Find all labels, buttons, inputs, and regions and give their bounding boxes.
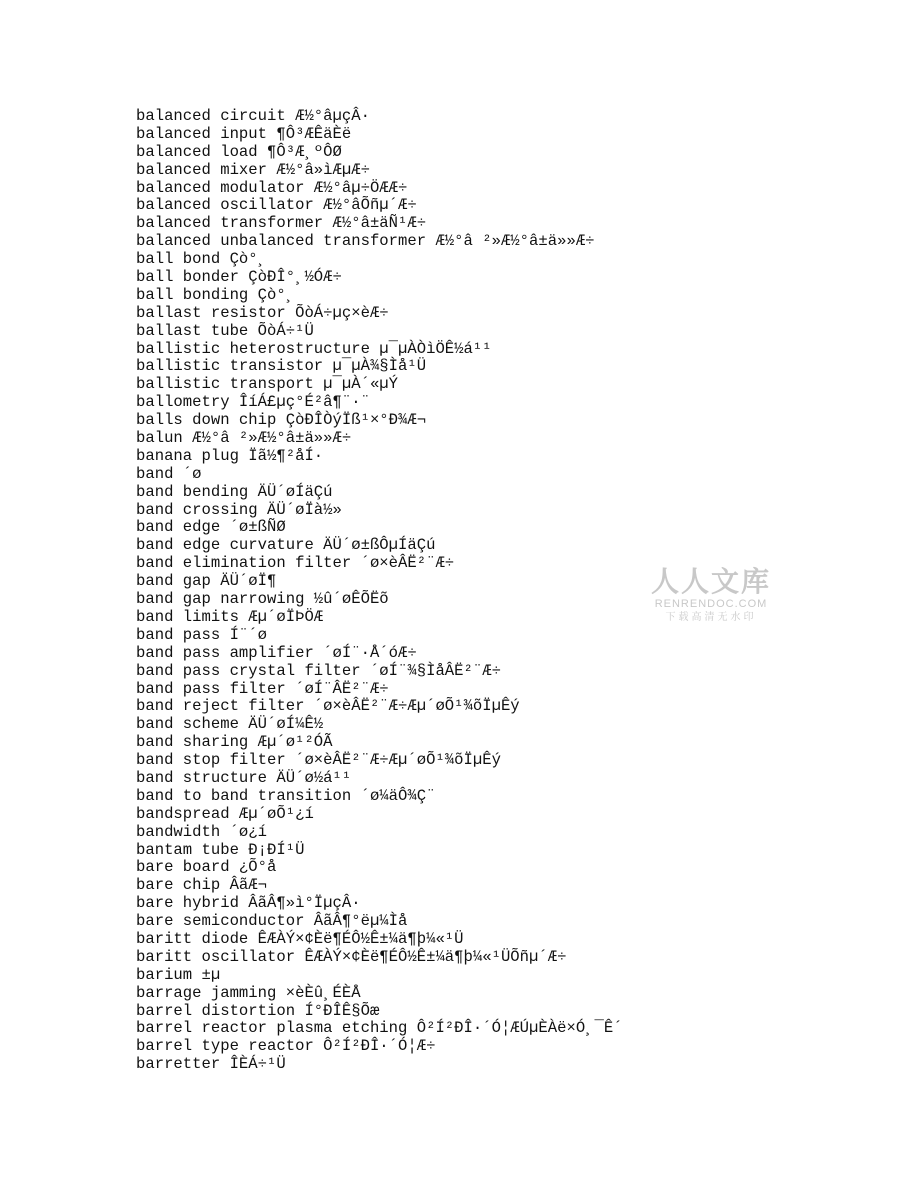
glossary-entry: barium ±µ — [136, 965, 221, 984]
glossary-entry: bantam tube Ð¡ÐÍ¹Ü — [136, 840, 305, 859]
glossary-entry: banana plug Ïã½¶²åÍ· — [136, 446, 324, 465]
glossary-entry: band stop filter ´ø×èÂË²¨Æ÷Æµ´øÕ¹¾õÏµÊý — [136, 751, 501, 770]
glossary-entry: band structure ÄÜ´ø½á¹¹ — [136, 768, 352, 787]
glossary-entry: barrel distortion Í°ÐÎÊ§Õæ — [136, 1001, 380, 1020]
glossary-entry: balanced modulator Æ½°âµ÷ÖÆÆ÷ — [136, 178, 408, 197]
glossary-entry: band pass filter ´øÍ¨ÂË²¨Æ÷ — [136, 679, 389, 698]
glossary-entry: barrel reactor plasma etching Ô²Í²ÐÎ·´Ó¦ÆÚµÈÀë×Ó¸¯Ê´ — [136, 1019, 623, 1038]
glossary-entry: bare semiconductor ÂãÂ¶°ëµ¼Ìå — [136, 912, 408, 931]
glossary-entry: band limits Æµ´øÏÞÖÆ — [136, 607, 324, 626]
glossary-list — [136, 108, 623, 1074]
watermark-domain: RENRENDOC.COM — [654, 598, 768, 610]
glossary-entry: balls down chip ÇòÐÎÒýÏß¹×°Ð¾Æ¬ — [136, 411, 427, 430]
glossary-entry: band gap narrowing ½û´øÊÕËõ — [136, 590, 389, 609]
glossary-entry: ballistic transistor µ¯µÀ¾§Ìå¹Ü — [136, 357, 427, 376]
glossary-entry: ballistic transport µ¯µÀ´«µÝ — [136, 375, 399, 394]
glossary-entry: band ´ø — [136, 464, 202, 483]
glossary-entry: band elimination filter ´ø×èÂË²¨Æ÷ — [136, 554, 455, 573]
glossary-entry: band pass Í¨´ø — [136, 625, 268, 644]
glossary-entry: barrage jamming ×èÈû¸ÉÈÅ — [136, 983, 361, 1002]
glossary-entry: bandwidth ´ø¿í — [136, 822, 268, 841]
glossary-entry: balanced load ¶Ô³Æ¸ºÔØ — [136, 142, 342, 161]
glossary-entry: baritt diode ÊÆÀÝ×¢Èë¶ÉÔ½Ê±¼ä¶þ¼«¹Ü — [136, 929, 464, 948]
glossary-entry: balanced unbalanced transformer Æ½°â ²»Æ½°â±ä»»Æ÷ — [136, 232, 595, 251]
glossary-entry: barretter ÎÈÁ÷¹Ü — [136, 1055, 286, 1074]
glossary-entry: bare board ¿Õ°å — [136, 858, 277, 877]
glossary-entry: ballast resistor ÕòÁ÷µç×èÆ÷ — [136, 303, 389, 322]
glossary-entry: band to band transition ´ø¼äÔ¾Ç¨ — [136, 786, 436, 805]
glossary-entry: band pass crystal filter ´øÍ¨¾§ÌåÂË²¨Æ÷ — [136, 661, 501, 680]
glossary-entry: balanced mixer Æ½°â»ìÆµÆ÷ — [136, 160, 370, 179]
glossary-entry: band sharing Æµ´ø¹²ÓÃ — [136, 733, 333, 752]
glossary-entry: baritt oscillator ÊÆÀÝ×¢Èë¶ÉÔ½Ê±¼ä¶þ¼«¹ÜÕñµ´Æ÷ — [136, 947, 567, 966]
glossary-entry: ball bonding Çò°¸ — [136, 285, 296, 304]
glossary-entry: ballast tube ÕòÁ÷¹Ü — [136, 321, 314, 340]
watermark-title: 人人文库 — [650, 565, 771, 598]
glossary-entry: bandspread Æµ´øÕ¹¿í — [136, 804, 314, 823]
glossary-entry: band reject filter ´ø×èÂË²¨Æ÷Æµ´øÕ¹¾õÏµÊý — [136, 697, 520, 716]
glossary-entry: ballistic heterostructure µ¯µÀÒìÖÊ½á¹¹ — [136, 339, 492, 358]
glossary-entry: balun Æ½°â ²»Æ½°â±ä»»Æ÷ — [136, 429, 352, 448]
glossary-entry: balanced oscillator Æ½°âÕñµ´Æ÷ — [136, 196, 417, 215]
glossary-entry: band pass amplifier ´øÍ¨·Å´óÆ÷ — [136, 643, 417, 662]
glossary-entry: barrel type reactor Ô²Í²ÐÎ·´Ó¦Æ÷ — [136, 1037, 436, 1056]
watermark — [646, 566, 776, 625]
watermark-subtitle: 下载高清无水印 — [665, 612, 757, 623]
glossary-entry: band crossing ÄÜ´øÏà½» — [136, 500, 342, 519]
glossary-entry: band scheme ÄÜ´øÍ¼Ê½ — [136, 715, 324, 734]
glossary-entry: balanced input ¶Ô³ÆÊäÈë — [136, 124, 352, 143]
glossary-entry: balanced transformer Æ½°â±äÑ¹Æ÷ — [136, 214, 427, 233]
glossary-entry: band edge curvature ÄÜ´ø±ßÔµÍäÇú — [136, 536, 436, 555]
glossary-entry: ball bond Çò°¸ — [136, 250, 268, 269]
glossary-entry: band gap ÄÜ´øÏ¶ — [136, 572, 277, 591]
glossary-entry: ballometry ÎíÁ£µç°É²â¶¨·¨ — [136, 393, 370, 412]
glossary-entry: bare hybrid ÂãÂ¶»ì°ÏµçÂ· — [136, 894, 361, 913]
glossary-entry: band bending ÄÜ´øÍäÇú — [136, 482, 333, 501]
glossary-entry: ball bonder ÇòÐÎ°¸½ÓÆ÷ — [136, 268, 342, 287]
glossary-entry: bare chip ÂãÆ¬ — [136, 876, 268, 895]
glossary-entry: band edge ´ø±ßÑØ — [136, 518, 286, 537]
glossary-entry: balanced circuit Æ½°âµçÂ· — [136, 107, 370, 125]
